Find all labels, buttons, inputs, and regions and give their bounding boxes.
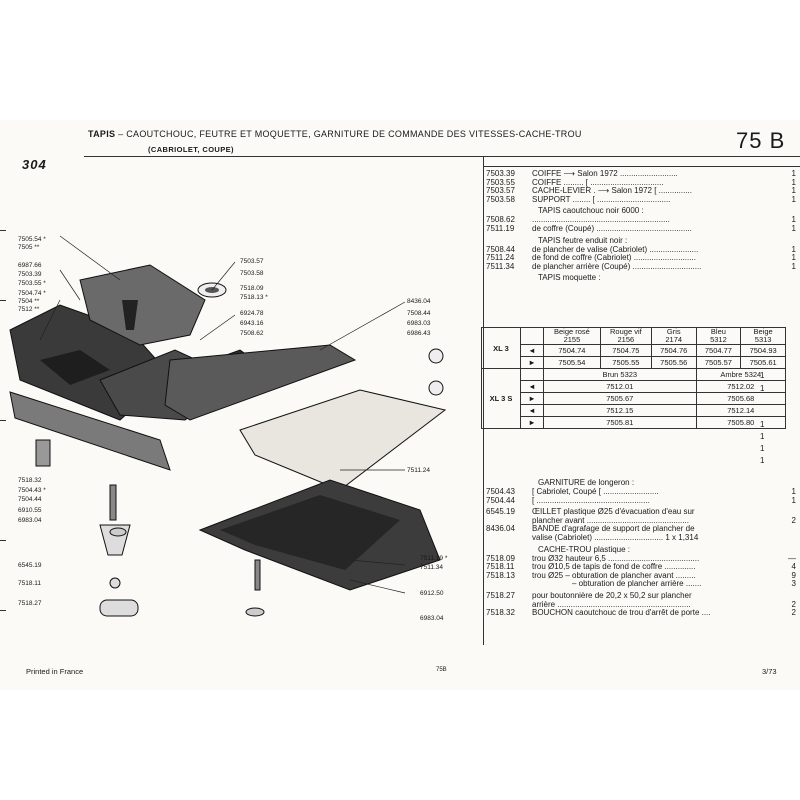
column-header: Brun 5323 [544, 369, 697, 381]
arrow-right-icon: ► [521, 417, 544, 429]
callout-label: 6983.03 [407, 320, 431, 327]
callout-label: 6910.55 [18, 507, 42, 514]
fastener-screw [110, 485, 116, 520]
table-cell: 7505.81 [544, 417, 697, 429]
page-code: 75 B [736, 128, 786, 153]
list-item: – obturation de plancher arrière ....... 3 [572, 579, 796, 589]
section-heading: TAPIS caoutchouc noir 6000 : [538, 206, 644, 216]
table-cell: 7504.76 [651, 345, 696, 357]
callout-label: 7518.32 [18, 477, 42, 484]
list-item: valise (Cabriolet) ............................... 1 x 1,314 [532, 533, 699, 542]
callout-label: 7518.13 * [240, 294, 268, 301]
footer-code: 75B [436, 667, 447, 673]
list-item: 6545.19 ŒILLET plastique Ø25 d'évacuation d'eau sur [486, 507, 695, 517]
parts-list-lower [486, 476, 796, 618]
table-cell [521, 328, 544, 345]
arrow-left-icon: ◄ [521, 381, 544, 393]
model-label: XL 3 S [482, 369, 521, 429]
list-item: 7511.34 de plancher arrière (Coupé) ............................... 1 [486, 261, 796, 271]
callout-label: 7504.44 [18, 496, 42, 503]
column-header: Beige rosé 2155 [544, 328, 601, 345]
list-item: 7508.44 de plancher de valise (Cabriolet) ...................... 1 [486, 244, 796, 254]
column-header: Bleu 5312 [696, 328, 741, 345]
callout-label: 7518.27 [18, 600, 42, 607]
table-qty: 1 [760, 456, 765, 465]
page-title: TAPIS – CAOUTCHOUC, FEUTRE ET MOQUETTE, GARNITURE DE COMMANDE DES VITESSES-CACHE-TROU [88, 129, 582, 139]
callout-label: 7503.39 [18, 271, 42, 278]
callout-label: 7518.11 [18, 580, 42, 587]
callout-label: 6912.50 [420, 590, 444, 597]
list-item: 7503.55 COIFFE ......... [ ................................. 1 [486, 177, 796, 187]
table-row [482, 381, 786, 393]
list-item: 7511.19 de coffre (Coupé) ........................................... 1 [486, 223, 796, 233]
table-row [482, 393, 786, 405]
table-cell: 7505.68 [696, 393, 785, 405]
callout-label: 7504.43 * [18, 487, 46, 494]
table-cell [521, 369, 544, 381]
table-row [482, 357, 786, 369]
list-item: plancher avant .............................................. 2 [532, 515, 796, 525]
callout-label: 6924.78 [240, 310, 264, 317]
table-cell: 7505.55 [600, 357, 651, 369]
table-cell: 7505.56 [651, 357, 696, 369]
push-clip [429, 381, 443, 395]
list-item: arrière ............................................................ 2 [532, 599, 796, 609]
callout-label: 7511.24 [407, 467, 431, 474]
callout-label: 7518.09 [240, 285, 264, 292]
list-item: 7504.43 [ Cabriolet, Coupé [ ......................... 1 [486, 487, 796, 496]
section-heading: TAPIS feutre enduit noir : [538, 235, 628, 245]
table-cell: 7504.74 [544, 345, 601, 357]
list-item: 7518.13 trou Ø25 – obturation de plancher avant ......... 9 [486, 570, 796, 580]
callout-label: 6545.19 [18, 562, 42, 569]
column-header: Gris 2174 [651, 328, 696, 345]
list-item: 7518.32 BOUCHON caoutchouc de trou d'arrêt de porte .... 2 [486, 608, 796, 618]
callout-label: 6987.66 [18, 262, 42, 269]
table-header-row [482, 328, 786, 345]
arrow-left-icon: ◄ [521, 345, 544, 357]
printed-in-label: Printed in France [26, 667, 84, 676]
list-item: 7518.11 trou Ø10,5 de tapis de fond de coffre .............. 4 [486, 562, 796, 572]
callout-label: 7505.54 * [18, 236, 46, 243]
table-row [482, 345, 786, 357]
table-cell: 7505.61 [741, 357, 786, 369]
table-qty: 1 [760, 371, 765, 380]
arrow-right-icon: ► [521, 393, 544, 405]
plug-cap [110, 578, 120, 588]
table-cell: 7504.93 [741, 345, 786, 357]
list-item: 7508.62 .............................................................. 1 [486, 215, 796, 225]
callout-label: 7508.62 [240, 330, 264, 337]
section-heading: CACHE-TROU plastique : [538, 544, 631, 554]
table-qty: 1 [760, 420, 765, 429]
trunk-washer [246, 608, 264, 616]
table-header-row [482, 369, 786, 381]
carpet-color-table [481, 327, 786, 429]
callout-label: 7503.57 [240, 258, 264, 265]
table-cell: 7504.75 [600, 345, 651, 357]
callout-label: 7512 ** [18, 306, 40, 313]
table-cell: 7512.15 [544, 405, 697, 417]
list-item: 7503.39 COIFFE ⟶ Salon 1972 .......................... 1 [486, 169, 796, 178]
callout-label: 7511.34 [420, 564, 444, 571]
brand-label: 304 [22, 157, 47, 172]
table-cell: 7512.02 [696, 381, 785, 393]
table-cell: 7505.57 [696, 357, 741, 369]
callout-label: 7504 ** [18, 298, 40, 305]
callout-label: 8436.04 [407, 298, 431, 305]
list-item: 7503.57 CACHE-LEVIER . ⟶ Salon 1972 [ ............... 1 [486, 186, 796, 196]
callout-label: 7508.44 [407, 310, 431, 317]
list-item: 7518.27 pour boutonnière de 20,2 x 50,2 sur plancher [486, 590, 692, 600]
push-clip [429, 349, 443, 363]
list-item: 7504.44 [ ................................................... 1 [486, 495, 796, 505]
arrow-right-icon: ► [521, 357, 544, 369]
table-cell: 7505.67 [544, 393, 697, 405]
page-subtitle: (CABRIOLET, COUPE) [148, 145, 234, 154]
table-qty: 1 [760, 432, 765, 441]
table-cell: 7504.77 [696, 345, 741, 357]
luggage-floor-mat [240, 390, 445, 490]
callout-label: 6983.04 [18, 517, 42, 524]
divider [84, 156, 800, 157]
list-item: 7518.09 trou Ø32 hauteur 6,5 ......................................... — [486, 553, 796, 563]
exploded-parts-diagram [0, 165, 480, 635]
column-header: Beige 5313 [741, 328, 786, 345]
table-qty: 1 [760, 384, 765, 393]
divider [484, 166, 800, 167]
callout-label: 7511.19 * [420, 555, 448, 562]
callout-label: 7503.58 [240, 270, 264, 277]
callout-label: 7503.55 * [18, 280, 46, 287]
door-stop-plug [36, 440, 50, 466]
list-item: 8436.04 BANDE d'agrafage de support de plancher de [486, 524, 695, 534]
section-heading: TAPIS moquette : [538, 273, 601, 283]
table-cell: 7512.14 [696, 405, 785, 417]
table-cell: 7512.01 [544, 381, 697, 393]
callout-label: 7505 ** [18, 244, 40, 251]
cap-nut [110, 528, 126, 536]
arrow-left-icon: ◄ [521, 405, 544, 417]
callout-label: 6986.43 [407, 330, 431, 337]
parts-list-upper [486, 170, 796, 283]
callout-label: 6983.04 [420, 615, 444, 622]
callout-label: 6943.16 [240, 320, 264, 327]
table-row [482, 417, 786, 429]
column-header: Rouge vif 2156 [600, 328, 651, 345]
column-header: Ambre 5324 [696, 369, 785, 381]
table-cell: 7505.80 [696, 417, 785, 429]
page-number: 3/73 [762, 667, 777, 676]
callout-label: 7504.74 * [18, 290, 46, 297]
trunk-screw [255, 560, 260, 590]
list-item: 7503.58 SUPPORT ........ [ ................................. 1 [486, 194, 796, 204]
button-hole-cover [100, 600, 138, 616]
table-qty: 1 [760, 444, 765, 453]
list-item: 7511.24 de fond de coffre (Cabriolet) ............................ 1 [486, 253, 796, 263]
model-label: XL 3 [482, 328, 521, 369]
section-heading: GARNITURE de longeron : [538, 478, 635, 487]
table-cell: 7505.54 [544, 357, 601, 369]
table-row [482, 405, 786, 417]
